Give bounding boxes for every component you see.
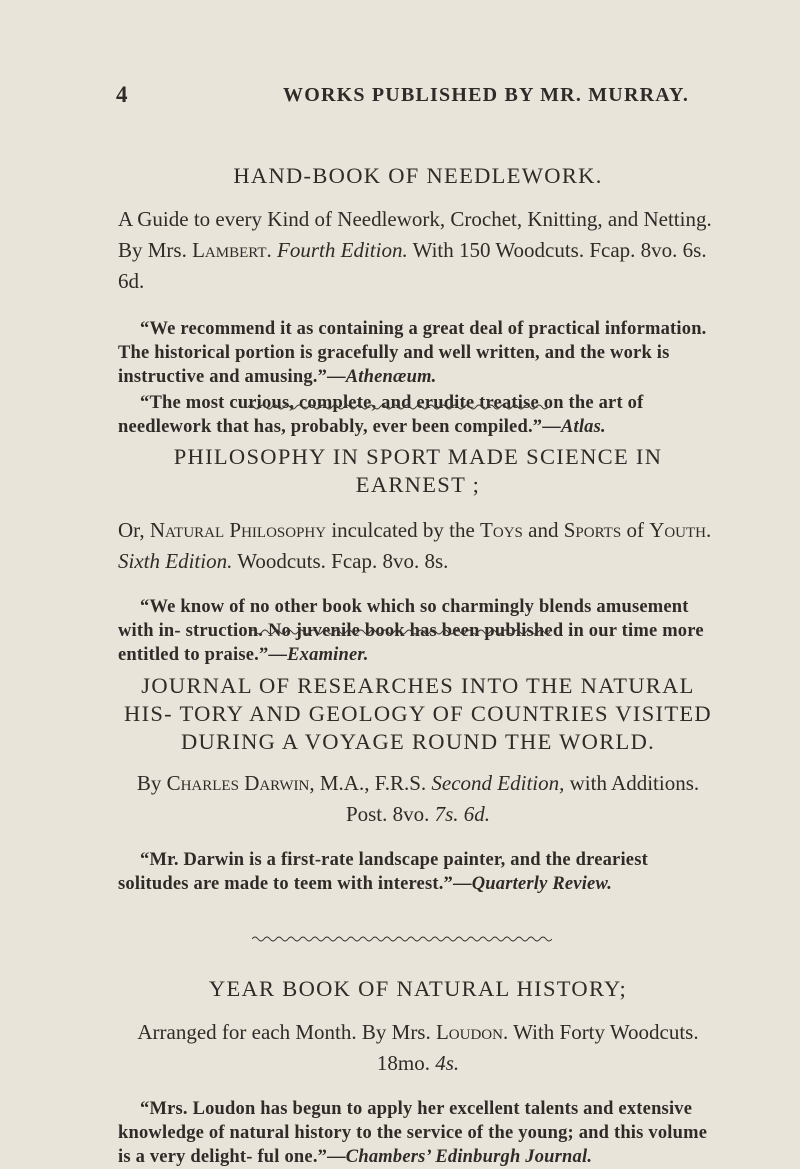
publication-details: [118, 515, 718, 577]
review-quote: [118, 317, 718, 389]
entry-darwin-journal: [118, 672, 718, 896]
connector: of: [626, 518, 644, 542]
entry-title: JOURNAL OF RESEARCHES INTO THE NATURAL HIS- TORY AND GEOLOGY OF COUNTRIES VISITED DURING A VOYAGE ROUND THE WORLD.: [124, 673, 712, 754]
author-name: Charles Darwin,: [166, 771, 315, 795]
publication-details: [118, 1017, 718, 1079]
quote-source: Examiner.: [287, 645, 369, 665]
publication-details: [118, 768, 718, 830]
by-label: By Mrs.: [118, 238, 187, 262]
wavy-rule-divider: [250, 628, 550, 636]
publication-details: [118, 204, 718, 297]
entry-year-book: [118, 975, 718, 1169]
additions: with Additions.: [569, 771, 700, 795]
entry-title: HAND-BOOK OF NEEDLEWORK.: [233, 163, 603, 188]
subject: Toys: [480, 518, 523, 542]
entry-title: YEAR BOOK OF NATURAL HISTORY;: [208, 976, 628, 1001]
review-quote: [118, 1097, 718, 1169]
format: 18mo.: [376, 1051, 430, 1075]
description: A Guide to every Kind of Needlework, Crochet, Knitting, and Netting.: [118, 207, 712, 231]
quote-source: Chambers’ Edinburgh Journal.: [345, 1147, 593, 1167]
price: 4s.: [435, 1051, 460, 1075]
entry-needlework: [118, 162, 718, 439]
by-label: By: [136, 771, 162, 795]
description: Arranged for each Month. By Mrs.: [137, 1020, 431, 1044]
quote-text: “We recommend it as containing a great deal of practical information. The historical portion is gracefully and well written, and the work is instructive and amusing.”—: [118, 319, 707, 387]
edition: Fourth Edition.: [277, 238, 408, 262]
price: 7s. 6d.: [434, 802, 491, 826]
author-name: Loudon.: [435, 1020, 509, 1044]
credentials: M.A., F.R.S.: [319, 771, 427, 795]
entry-title: PHILOSOPHY IN SPORT MADE SCIENCE IN EARNEST ;: [173, 444, 663, 497]
subject: Youth.: [649, 518, 712, 542]
edition: Sixth Edition.: [118, 549, 233, 573]
running-head: [0, 82, 800, 112]
edition: Second Edition,: [431, 771, 565, 795]
running-head-title: WORKS PUBLISHED BY MR. MURRAY.: [283, 84, 690, 106]
review-quote: [118, 848, 718, 896]
wavy-rule-divider: [248, 403, 548, 411]
quote-source: Quarterly Review.: [471, 874, 613, 894]
page-number: 4: [116, 82, 128, 107]
quote-source: Athenæum.: [345, 367, 437, 387]
quote-text: “Mr. Darwin is a first-rate landscape painter, and the dreariest solitudes are made to teem with interest.”—: [118, 850, 648, 894]
quote-source: Atlas.: [560, 417, 606, 437]
prefix: Or,: [118, 518, 145, 542]
subject: Natural Philosophy: [149, 518, 327, 542]
format-price: With 150 Woodcuts. Fcap. 8vo. 6s. 6d.: [118, 238, 707, 293]
wavy-rule-divider: [252, 935, 552, 943]
connector: inculcated by the: [331, 518, 475, 542]
subject: Sports: [563, 518, 622, 542]
quote-text: “The most curious, complete, and erudite treatise on the art of needlework that has, probably, ever been compiled.”—: [118, 393, 644, 437]
format-price: Woodcuts. Fcap. 8vo. 8s.: [237, 549, 449, 573]
quote-text: “We know of no other book which so charmingly blends amusement with in- struction. No juvenile book has been published in our time more entitled to praise.”—: [118, 597, 704, 665]
illustrations: With Forty Woodcuts.: [513, 1020, 699, 1044]
review-quote: [118, 391, 718, 439]
author-name: Lambert.: [192, 238, 272, 262]
connector: and: [528, 518, 559, 542]
quote-text: “Mrs. Loudon has begun to apply her excellent talents and extensive knowledge of natural history to the service of the young; and this volume is a very delight- ful one.”—: [118, 1099, 708, 1167]
format: Post. 8vo.: [345, 802, 430, 826]
